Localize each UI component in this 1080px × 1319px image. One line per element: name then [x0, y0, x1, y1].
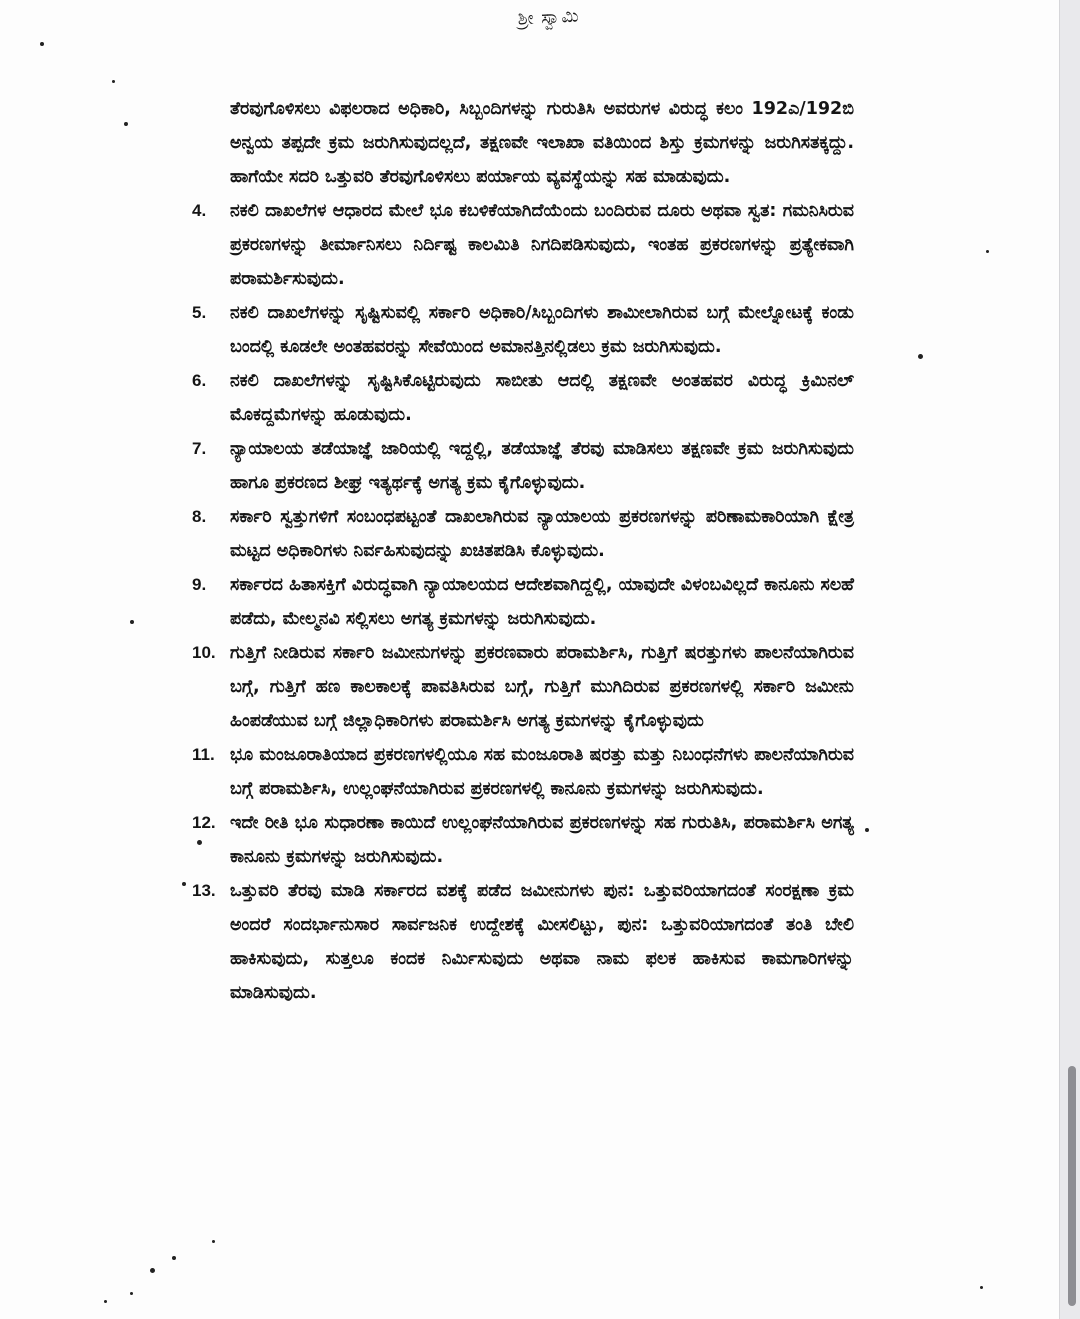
item-number: 5. [192, 303, 207, 322]
scan-speck [865, 828, 869, 832]
list-item [192, 806, 854, 874]
list-item [192, 568, 854, 636]
item-text: ನ್ಯಾಯಾಲಯ ತಡೆಯಾಜ್ಞೆ ಜಾರಿಯಲ್ಲಿ ಇದ್ದಲ್ಲಿ, ತಡೆಯಾಜ್ಞೆ ತೆರವು ಮಾಡಿಸಲು ತಕ್ಷಣವೇ ಕ್ರಮ ಜರುಗಿಸುವುದು ಹಾಗೂ ಪ್ರಕರಣದ ಶೀಘ್ರ ಇತ್ಯರ್ಥಕ್ಕೆ ಅಗತ್ಯ ಕ್ರಮ ಕೈಗೊಳ್ಳುವುದು. [230, 439, 854, 493]
lead-paragraph: ತೆರವುಗೊಳಿಸಲು ವಿಫಲರಾದ ಅಧಿಕಾರಿ, ಸಿಬ್ಬಂದಿಗಳನ್ನು ಗುರುತಿಸಿ ಅವರುಗಳ ವಿರುದ್ಧ ಕಲಂ 192ಎ/192ಬಿ ಅನ್ವಯ ತಪ್ಪದೇ ಕ್ರಮ ಜರುಗಿಸುವುದಲ್ಲದೆ, ತಕ್ಷಣವೇ ಇಲಾಖಾ ವತಿಯಿಂದ ಶಿಸ್ತು ಕ್ರಮಗಳನ್ನು ಜರುಗಿಸತಕ್ಕದ್ದು. ಹಾಗೆಯೇ ಸದರಿ ಒತ್ತುವರಿ ತೆರವುಗೊಳಿಸಲು ಪರ್ಯಾಯ ವ್ಯವಸ್ಥೆಯನ್ನು ಸಹ ಮಾಡುವುದು. [230, 99, 854, 187]
header-seal: ಶ್ರೀ ಸ್ವಾಮಿ [517, 5, 581, 30]
item-text: ಒತ್ತುವರಿ ತೆರವು ಮಾಡಿ ಸರ್ಕಾರದ ವಶಕ್ಕೆ ಪಡೆದ ಜಮೀನುಗಳು ಪುನ: ಒತ್ತುವರಿಯಾಗದಂತೆ ಸಂರಕ್ಷಣಾ ಕ್ರಮ ಅಂದರೆ ಸಂದರ್ಭಾನುಸಾರ ಸಾರ್ವಜನಿಕ ಉದ್ದೇಶಕ್ಕೆ ಮೀಸಲಿಟ್ಟು, ಪುನ: ಒತ್ತುವರಿಯಾಗದಂತೆ ತಂತಿ ಬೇಲಿ ಹಾಕಿಸುವುದು, ಸುತ್ತಲೂ ಕಂದಕ ನಿರ್ಮಿಸುವುದು ಅಥವಾ ನಾಮ ಫಲಕ ಹಾಕಿಸುವ ಕಾಮಗಾರಿಗಳನ್ನು ಮಾಡಿಸುವುದು. [230, 881, 854, 1003]
list-item [192, 500, 854, 568]
list-item [192, 432, 854, 500]
scan-speck [40, 42, 44, 46]
item-number: 7. [192, 439, 207, 458]
item-number: 11. [192, 745, 215, 764]
scan-speck [172, 1256, 176, 1260]
item-text: ಗುತ್ತಿಗೆ ನೀಡಿರುವ ಸರ್ಕಾರಿ ಜಮೀನುಗಳನ್ನು ಪ್ರಕರಣವಾರು ಪರಾಮರ್ಶಿಸಿ, ಗುತ್ತಿಗೆ ಷರತ್ತುಗಳು ಪಾಲನೆಯಾಗಿರುವ ಬಗ್ಗೆ, ಗುತ್ತಿಗೆ ಹಣ ಕಾಲಕಾಲಕ್ಕೆ ಪಾವತಿಸಿರುವ ಬಗ್ಗೆ, ಗುತ್ತಿಗೆ ಮುಗಿದಿರುವ ಪ್ರಕರಣಗಳಲ್ಲಿ ಸರ್ಕಾರಿ ಜಮೀನು ಹಿಂಪಡೆಯುವ ಬಗ್ಗೆ ಜಿಲ್ಲಾಧಿಕಾರಿಗಳು ಪರಾಮರ್ಶಿಸಿ ಅಗತ್ಯ ಕ್ರಮಗಳನ್ನು ಕೈಗೊಳ್ಳುವುದು [230, 643, 854, 731]
item-number: 4. [192, 201, 207, 220]
list-item [192, 738, 854, 806]
item-number: 10. [192, 643, 216, 662]
scan-speck [212, 1240, 215, 1243]
item-text: ಭೂ ಮಂಜೂರಾತಿಯಾದ ಪ್ರಕರಣಗಳಲ್ಲಿಯೂ ಸಹ ಮಂಜೂರಾತಿ ಷರತ್ತು ಮತ್ತು ನಿಬಂಧನೆಗಳು ಪಾಲನೆಯಾಗಿರುವ ಬಗ್ಗೆ ಪರಾಮರ್ಶಿಸಿ, ಉಲ್ಲಂಘನೆಯಾಗಿರುವ ಪ್ರಕರಣಗಳಲ್ಲಿ ಕಾನೂನು ಕ್ರಮಗಳನ್ನು ಜರುಗಿಸುವುದು. [230, 745, 854, 799]
scan-speck [130, 620, 134, 624]
item-number: 12. [192, 813, 216, 832]
scan-speck [980, 1286, 983, 1289]
list-item [192, 874, 854, 1010]
scan-speck [104, 1300, 107, 1303]
scan-speck [150, 1268, 155, 1273]
scan-speck [918, 354, 923, 359]
scan-speck [112, 80, 115, 83]
item-number: 9. [192, 575, 207, 594]
scan-speck [182, 882, 186, 886]
item-text: ಸರ್ಕಾರದ ಹಿತಾಸಕ್ತಿಗೆ ವಿರುದ್ಧವಾಗಿ ನ್ಯಾಯಾಲಯದ ಆದೇಶವಾಗಿದ್ದಲ್ಲಿ, ಯಾವುದೇ ವಿಳಂಬವಿಲ್ಲದೆ ಕಾನೂನು ಸಲಹೆ ಪಡೆದು, ಮೇಲ್ಮನವಿ ಸಲ್ಲಿಸಲು ಅಗತ್ಯ ಕ್ರಮಗಳನ್ನು ಜರುಗಿಸುವುದು. [230, 575, 854, 629]
scan-speck [986, 250, 989, 253]
scrollbar-thumb[interactable] [1068, 1066, 1076, 1306]
item-text: ಸರ್ಕಾರಿ ಸ್ವತ್ತುಗಳಿಗೆ ಸಂಬಂಧಪಟ್ಟಂತೆ ದಾಖಲಾಗಿರುವ ನ್ಯಾಯಾಲಯ ಪ್ರಕರಣಗಳನ್ನು ಪರಿಣಾಮಕಾರಿಯಾಗಿ ಕ್ಷೇತ್ರ ಮಟ್ಟದ ಅಧಿಕಾರಿಗಳು ನಿರ್ವಹಿಸುವುದನ್ನು ಖಚಿತಪಡಿಸಿ ಕೊಳ್ಳುವುದು. [230, 507, 854, 561]
list-item [192, 194, 854, 296]
list-item [192, 296, 854, 364]
list-item [192, 364, 854, 432]
item-text: ಇದೇ ರೀತಿ ಭೂ ಸುಧಾರಣಾ ಕಾಯಿದೆ ಉಲ್ಲಂಘನೆಯಾಗಿರುವ ಪ್ರಕರಣಗಳನ್ನು ಸಹ ಗುರುತಿಸಿ, ಪರಾಮರ್ಶಿಸಿ ಅಗತ್ಯ ಕಾನೂನು ಕ್ರಮಗಳನ್ನು ಜರುಗಿಸುವುದು. [230, 813, 854, 867]
item-text: ನಕಲಿ ದಾಖಲೆಗಳ ಆಧಾರದ ಮೇಲೆ ಭೂ ಕಬಳಿಕೆಯಾಗಿದೆಯೆಂದು ಬಂದಿರುವ ದೂರು ಅಥವಾ ಸ್ವತ: ಗಮನಿಸಿರುವ ಪ್ರಕರಣಗಳನ್ನು ತೀರ್ಮಾನಿಸಲು ನಿರ್ದಿಷ್ಟ ಕಾಲಮಿತಿ ನಿಗದಿಪಡಿಸುವುದು, ಇಂತಹ ಪ್ರಕರಣಗಳನ್ನು ಪ್ರತ್ಯೇಕವಾಗಿ ಪರಾಮರ್ಶಿಸುವುದು. [230, 201, 854, 289]
scan-speck [124, 122, 128, 126]
list-item [192, 636, 854, 738]
scrollbar-track[interactable] [1059, 0, 1080, 1319]
item-number: 8. [192, 507, 207, 526]
item-text: ನಕಲಿ ದಾಖಲೆಗಳನ್ನು ಸೃಷ್ಟಿಸುವಲ್ಲಿ ಸರ್ಕಾರಿ ಅಧಿಕಾರಿ/ಸಿಬ್ಬಂದಿಗಳು ಶಾಮೀಲಾಗಿರುವ ಬಗ್ಗೆ ಮೇಲ್ನೋಟಕ್ಕೆ ಕಂಡು ಬಂದಲ್ಲಿ ಕೂಡಲೇ ಅಂತಹವರನ್ನು ಸೇವೆಯಿಂದ ಅಮಾನತ್ತಿನಲ್ಲಿಡಲು ಕ್ರಮ ಜರುಗಿಸುವುದು. [230, 303, 854, 357]
document-body [192, 92, 854, 1010]
item-number: 6. [192, 371, 207, 390]
scan-speck [130, 1292, 133, 1295]
item-text: ನಕಲಿ ದಾಖಲೆಗಳನ್ನು ಸೃಷ್ಟಿಸಿಕೊಟ್ಟಿರುವುದು ಸಾಬೀತು ಆದಲ್ಲಿ ತಕ್ಷಣವೇ ಅಂತಹವರ ವಿರುದ್ಧ ಕ್ರಿಮಿನಲ್ ಮೊಕದ್ದಮೆಗಳನ್ನು ಹೂಡುವುದು. [230, 371, 854, 425]
item-number: 13. [192, 881, 216, 900]
